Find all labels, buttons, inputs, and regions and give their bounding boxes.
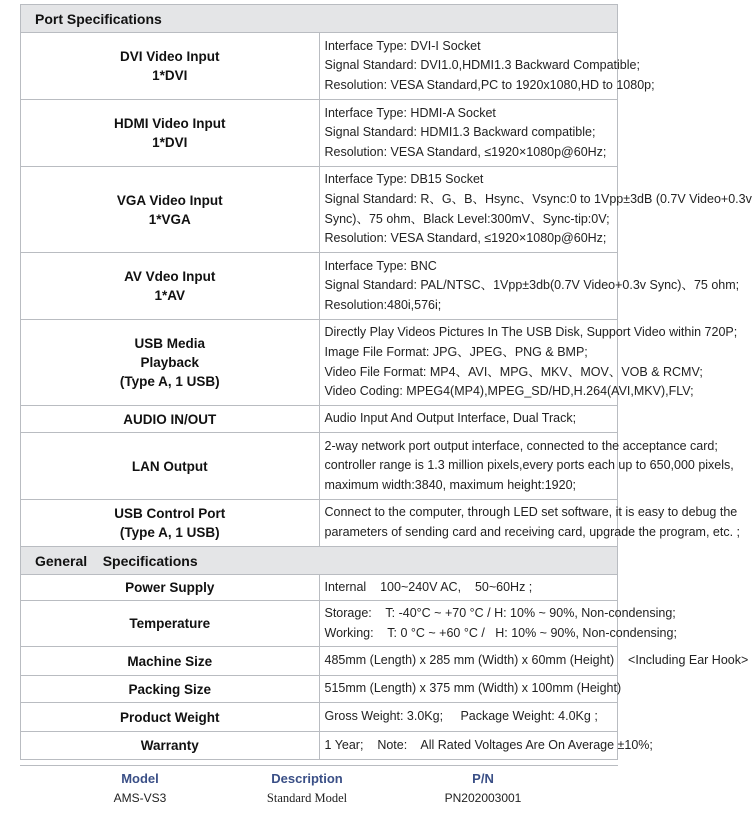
spec-value-line: Directly Play Videos Pictures In The USB Disk, Support Video within 720P; (324, 325, 738, 340)
spec-value (319, 406, 618, 433)
spec-value-line: Interface Type: DB15 Socket (324, 172, 484, 187)
spec-value-line: maximum width:3840, maximum height:1920; (324, 477, 577, 492)
spec-value (319, 253, 740, 320)
spec-label (21, 647, 320, 676)
description-value: Standard Model (266, 791, 348, 805)
description-header: Description (271, 771, 343, 786)
spec-table-body (21, 5, 752, 760)
spec-value (319, 703, 618, 732)
spec-value-line: Connect to the computer, through LED set software, it is easy to debug the (324, 505, 738, 520)
spec-value-line: Interface Type: DVI-I Socket (324, 38, 481, 53)
spec-label-line: 1*DVI (152, 68, 188, 83)
spec-row (21, 100, 618, 167)
spec-label-line: Packing Size (128, 681, 212, 697)
spec-value-line: 2-way network port output interface, connected to the acceptance card; (324, 438, 718, 453)
spec-row (21, 703, 618, 732)
model-header: Model (121, 771, 159, 786)
spec-value-line: Signal Standard: DVI1.0,HDMI1.3 Backward Compatible; (324, 58, 640, 73)
spec-label (21, 406, 320, 433)
spec-label-line: 1*AV (154, 288, 185, 303)
spec-frame (20, 4, 752, 760)
spec-label (21, 500, 320, 547)
spec-value (319, 647, 749, 676)
spec-value-line: Signal Standard: HDMI1.3 Backward compatible; (324, 125, 596, 140)
spec-value-line: Resolution: VESA Standard, ≤1920×1080p@60Hz; (324, 231, 607, 246)
spec-row (21, 33, 618, 100)
spec-label (21, 253, 320, 320)
spec-label (21, 167, 320, 253)
spec-row (21, 433, 618, 500)
spec-value (319, 167, 752, 253)
spec-value-line: Interface Type: HDMI-A Socket (324, 105, 496, 120)
description-column (242, 770, 372, 808)
spec-label (21, 320, 320, 406)
spec-row (21, 732, 618, 760)
spec-value-line: Sync)、75 ohm、Black Level:300mV、Sync-tip:0V; (324, 211, 610, 226)
spec-label-line: Temperature (129, 616, 211, 631)
spec-row (21, 647, 618, 676)
spec-label (21, 33, 320, 100)
spec-table (20, 4, 752, 760)
pn-value: PN202003001 (444, 791, 522, 805)
spec-label-line: AUDIO IN/OUT (123, 411, 217, 427)
spec-label-line: Product Weight (120, 709, 220, 725)
spec-label (21, 676, 320, 703)
spec-row (21, 500, 618, 547)
spec-label-line: 1*VGA (148, 211, 191, 227)
spec-value (319, 676, 622, 703)
spec-label (21, 703, 320, 732)
spec-label-line: Power Supply (125, 580, 215, 595)
pn-column (420, 770, 546, 808)
model-footer (20, 765, 618, 820)
spec-value-line: Storage: T: -40°C ~ +70 °C / H: 10% ~ 90%, Non-condensing; (324, 605, 676, 620)
port-specifications-header-row (21, 5, 618, 33)
spec-row (21, 676, 618, 703)
spec-value-line: Video Coding: MPEG4(MP4),MPEG_SD/HD,H.264(AVI,MKV),FLV; (324, 384, 694, 399)
spec-value-line: Resolution: VESA Standard, ≤1920×1080p@60Hz; (324, 144, 607, 159)
spec-row (21, 575, 618, 601)
model-value: AMS-VS3 (113, 791, 167, 805)
spec-value-line: 515mm (Length) x 375 mm (Width) x 100mm (Height) (324, 681, 622, 696)
spec-label-line: AV Vdeo Input (124, 269, 216, 284)
spec-value-line: controller range is 1.3 million pixels,every ports each up to 650,000 pixels, (324, 458, 734, 473)
spec-label-line: HDMI Video Input (114, 116, 226, 131)
spec-value-line: Internal 100~240V AC, 50~60Hz ; (324, 579, 533, 594)
spec-value (319, 500, 741, 547)
spec-label (21, 100, 320, 167)
spec-label (21, 601, 320, 647)
spec-label (21, 575, 320, 601)
spec-value-line: Image File Format: JPG、JPEG、PNG & BMP; (324, 344, 588, 359)
spec-label-line: USB Control Port (114, 506, 226, 521)
spec-label-line: Machine Size (127, 653, 213, 669)
spec-value-line: Video File Format: MP4、AVI、MPG、MKV、MOV、VOB & RCMV; (324, 364, 703, 379)
spec-row (21, 167, 618, 253)
spec-value-line: Signal Standard: R、G、B、Hsync、Vsync:0 to 1Vpp±3dB (0.7V Video+0.3v (324, 191, 752, 206)
model-column (80, 770, 200, 808)
spec-value (319, 100, 618, 167)
spec-value-line: 1 Year; Note: All Rated Voltages Are On Average ±10%; (324, 737, 653, 752)
spec-label-line: Warranty (140, 738, 199, 753)
general-specifications-title: General Specifications (21, 547, 618, 575)
spec-value (319, 601, 677, 647)
spec-label-line: VGA Video Input (116, 192, 223, 208)
spec-value-line: Resolution:480i,576i; (324, 297, 442, 312)
spec-row (21, 601, 618, 647)
spec-label (21, 732, 320, 760)
spec-label-line: LAN Output (131, 458, 208, 474)
spec-label-line: Playback (140, 355, 200, 370)
spec-row (21, 320, 618, 406)
spec-value-line: Gross Weight: 3.0Kg; Package Weight: 4.0Kg ; (324, 709, 598, 724)
spec-value (319, 433, 734, 500)
spec-row (21, 253, 618, 320)
spec-value-line: parameters of sending card and receiving card, upgrade the program, etc. ; (324, 525, 741, 539)
spec-label-line: (Type A, 1 USB) (119, 374, 220, 389)
general-specifications-header-row (21, 547, 618, 575)
spec-value-line: 485mm (Length) x 285 mm (Width) x 60mm (Height) <Including Ear Hook> (324, 653, 749, 668)
spec-value-line: Interface Type: BNC (324, 258, 437, 273)
spec-value-line: Resolution: VESA Standard,PC to 1920x1080,HD to 1080p; (324, 77, 655, 92)
spec-row (21, 406, 618, 433)
spec-value (319, 575, 618, 601)
spec-label-line: DVI Video Input (119, 49, 220, 64)
spec-value (319, 320, 738, 406)
spec-label (21, 433, 320, 500)
spec-value (319, 33, 655, 100)
spec-label-line: USB Media (134, 336, 205, 351)
spec-label-line: 1*DVI (152, 135, 188, 150)
spec-value (319, 732, 653, 760)
spec-value-line: Working: T: 0 °C ~ +60 °C / H: 10% ~ 90%, Non-condensing; (324, 625, 677, 640)
spec-value-line: Signal Standard: PAL/NTSC、1Vpp±3db(0.7V Video+0.3v Sync)、75 ohm; (324, 278, 740, 293)
pn-header: P/N (472, 771, 494, 786)
spec-value-line: Audio Input And Output Interface, Dual Track; (324, 411, 577, 426)
spec-label-line: (Type A, 1 USB) (119, 525, 220, 540)
port-specifications-title: Port Specifications (21, 5, 618, 33)
